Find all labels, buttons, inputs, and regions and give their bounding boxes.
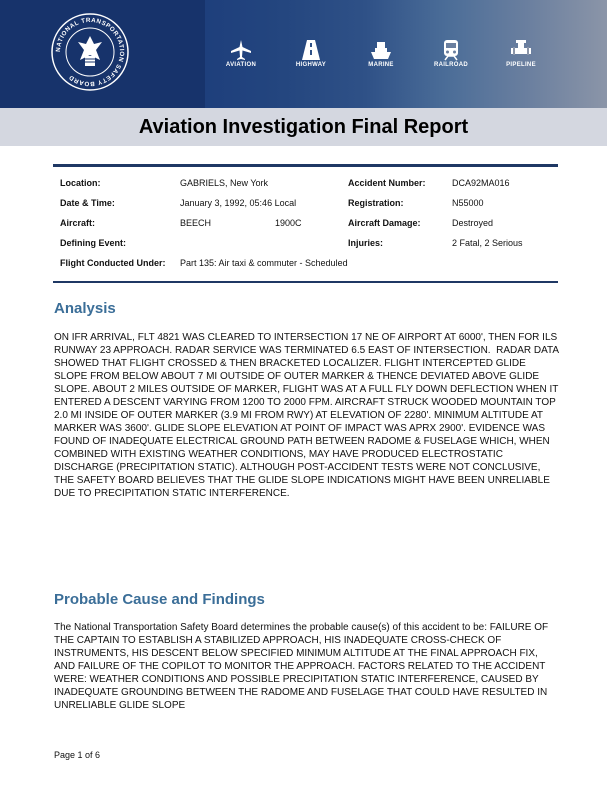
location-label: Location:: [60, 178, 101, 188]
analysis-paragraph: ON IFR ARRIVAL, FLT 4821 WAS CLEARED TO INTERSECTION 17 NE OF AIRPORT AT 6000', THEN FOR ILS RUNWAY 23 APPROACH. RADAR SERVICE WAS TERMINATED 6.5 EAST OF INTERSECTION. RADAR DATA SHOWED THAT FLIGHT CROSSED & THEN BRACKETED LOCALIZER. FLIGHT INTERCEPTED GLIDE SLOPE FROM BELOW ABOUT 7 MI OUTSIDE OF OUTER MARKER & THENCE DEVIATED ABOVE GLIDE SLOPE. ABOUT 2 MILES OUTSIDE OF MARKER, FLIGHT WAS AT A FULL FLY DOWN DEFLECTION WHEN IT ENTERED A DESCENT VARYING FROM 1200 TO 2000 FPM. AIRCRAFT STRUCK WOODED MOUNTAIN TOP 2.0 MI INSIDE OF OUTER MARKER (3.9 MI FROM RWY) AT ELEVATION OF 2280'. MINIMUM ALTITUDE AT MARKER WAS 3600'. GLIDE SLOPE ELEVATION AT POINT OF IMPACT WAS APRX 2900'. EVIDENCE WAS FOUND OF INADEQUATE ELECTRICAL GROUND PATH BETWEEN RADOME & FUSELAGE WHICH, WHEN COMBINED WITH EXISTING WEATHER CONDITIONS, MAY HAVE PRODUCED ELECTROSTATIC DISCHARGE (PRECIPITATION STATIC). ALTHOUGH POST-ACCIDENT TESTS WERE NOT CONCLUSIVE, THE SAFETY BOARD BELIEVES THAT THE GLIDE SLOPE INDICATIONS MIGHT HAVE BEEN UNRELIABLE DUE TO PRECIPITATION STATIC INTERFERENCE.: [54, 332, 562, 499]
mode-label-highway: HIGHWAY: [295, 62, 327, 68]
damage-label: Aircraft Damage:: [348, 218, 421, 228]
pipeline-icon: [509, 38, 533, 62]
page-title: Aviation Investigation Final Report: [138, 116, 469, 138]
accident-number-label: Accident Number:: [348, 178, 426, 188]
page-number: Page 1 of 6: [54, 750, 101, 760]
mode-label-pipeline: PIPELINE: [506, 62, 536, 68]
road-icon: [299, 38, 323, 62]
location-value: GABRIELS, New York: [180, 178, 269, 188]
event-label: Defining Event:: [60, 238, 127, 248]
airplane-icon: [229, 38, 253, 62]
analysis-heading: Analysis: [54, 300, 116, 317]
mode-pipeline: [485, 0, 557, 108]
injuries-value: 2 Fatal, 2 Serious: [452, 238, 523, 248]
damage-value: Destroyed: [452, 218, 494, 228]
aircraft-label: Aircraft:: [60, 218, 96, 228]
date-value: January 3, 1992, 05:46 Local: [180, 198, 297, 208]
transport-modes-strip: [205, 0, 607, 108]
ntsb-seal-icon: [50, 12, 130, 92]
mode-label-marine: MARINE: [368, 62, 394, 68]
date-label: Date & Time:: [60, 198, 115, 208]
aircraft-make: BEECH: [180, 218, 212, 228]
mode-label-railroad: RAILROAD: [433, 62, 469, 68]
mode-highway: [275, 0, 347, 108]
accident-number-value: DCA92MA016: [452, 178, 510, 188]
mode-aviation: [205, 0, 277, 108]
analysis-body: [54, 331, 560, 500]
registration-value: N55000: [452, 198, 484, 208]
mode-label-aviation: AVIATION: [225, 62, 257, 68]
aircraft-model: 1900C: [275, 218, 302, 228]
ship-icon: [369, 38, 393, 62]
cause-heading: Probable Cause and Findings: [54, 591, 265, 608]
header-banner: [0, 0, 607, 108]
injuries-label: Injuries:: [348, 238, 384, 248]
flight-value: Part 135: Air taxi & commuter - Scheduled: [180, 258, 348, 268]
seal-text: NATIONAL TRANSPORTATION SAFETY BOARD: [54, 16, 126, 88]
accident-info-table: [53, 164, 558, 283]
registration-label: Registration:: [348, 198, 404, 208]
mode-marine: [345, 0, 417, 108]
title-bar: [0, 108, 607, 146]
cause-paragraph: The National Transportation Safety Board determines the probable cause(s) of this accident to be: FAILURE OF THE CAPTAIN TO ESTABLISH A STABILIZED APPROACH, HIS INADEQUATE CROSS-CHECK OF INSTRUMENTS, HIS DESCENT BELOW SPECIFIED MINIMUM ALTITUDE AT THE FINAL APPROACH FIX, AND FAILURE OF THE COPILOT TO MONITOR THE APPROACH. FACTORS RELATED TO THE ACCIDENT WERE: WEATHER CONDITIONS AND POSSIBLE PRECIPITATION STATIC INTERFERENCE, CAUSED BY INADEQUATE GROUNDING BETWEEN THE RADOME AND FUSELAGE THAT COULD HAVE RESULTED IN UNRELIABLE GLIDE SLOPE: [54, 622, 551, 711]
flight-label: Flight Conducted Under:: [60, 258, 166, 268]
mode-railroad: [415, 0, 487, 108]
cause-body: [54, 621, 560, 712]
train-icon: [439, 38, 463, 62]
